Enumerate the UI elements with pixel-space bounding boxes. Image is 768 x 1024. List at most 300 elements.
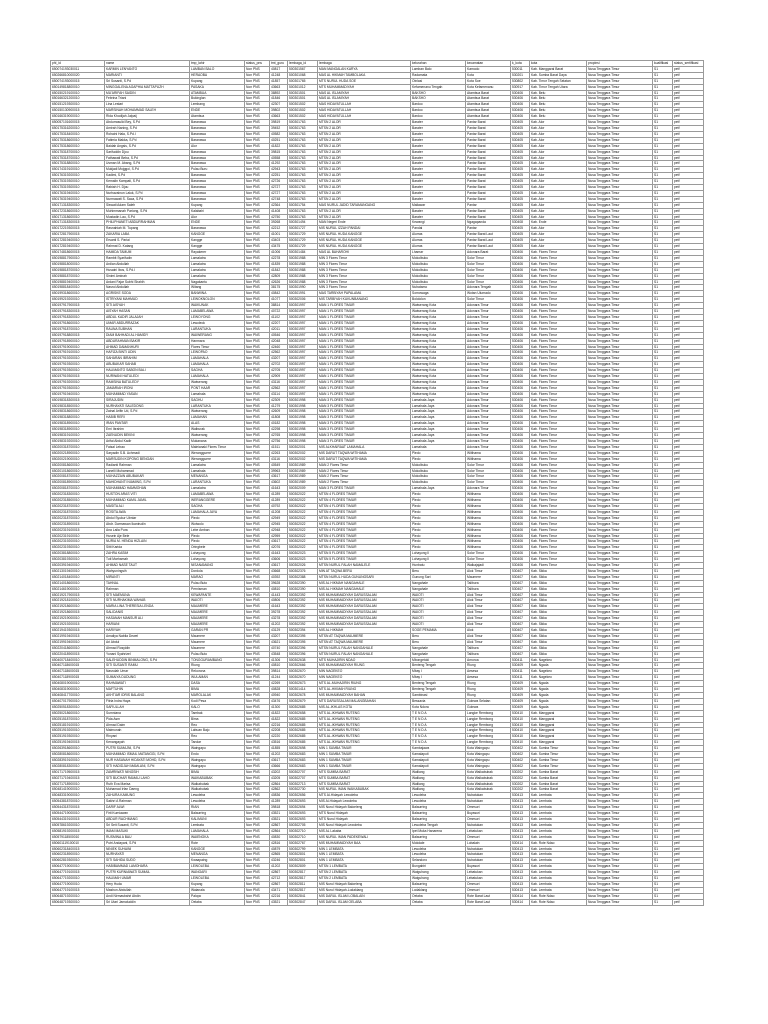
cell-id: 650280818300010	[51, 763, 105, 769]
cell-status: Non PNS	[245, 137, 270, 143]
cell-village: Benteng Tengah	[411, 681, 466, 687]
cell-birthplace: Pledo	[190, 533, 245, 539]
cell-village: Waiwerang Kota	[411, 332, 466, 338]
cell-tmt: 40828	[270, 687, 288, 693]
cell-tmt: 39802	[270, 108, 288, 114]
cell-name: Rahmat D. Katang	[105, 244, 190, 250]
cell-status: Non PNS	[245, 255, 270, 261]
cell-name: PUTRI SUMAJNI, S.Pd	[105, 746, 190, 752]
cell-province: Nusa Tenggara Timur	[587, 533, 653, 539]
cell-province: Nusa Tenggara Timur	[587, 740, 653, 746]
cell-city: Kab. Alor	[530, 167, 587, 173]
cell-status: Non PNS	[245, 409, 270, 415]
cell-province: Nusa Tenggara Timur	[587, 551, 653, 557]
cell-institution: MTSN 2 ALOR	[318, 137, 411, 143]
cell-city: Kab. Flores Timur	[530, 391, 587, 397]
cell-qualification: S1	[653, 167, 673, 173]
cell-city: Kab. Flores Timur	[530, 379, 587, 385]
cell-name: Lanelli Muhammad	[105, 468, 190, 474]
cell-name: Fathawati Beba, S.Pd	[105, 155, 190, 161]
cell-province: Nusa Tenggara Timur	[587, 622, 653, 628]
cell-name: Hery Huda	[105, 881, 190, 887]
cell-name: NURHAYATI	[105, 852, 190, 858]
cell-name: HAMIDA TAMUM	[105, 250, 190, 256]
cell-birthplace: Kodi Pesa	[190, 698, 245, 704]
cell-id: 650544319100015	[51, 817, 105, 823]
cell-id: 650166321200010	[51, 96, 105, 102]
cell-village: T E N D A	[411, 734, 466, 740]
cell-certification: petf	[673, 232, 704, 238]
cell-city-code: 530413	[511, 870, 530, 876]
cell-status: Non PNS	[245, 214, 270, 220]
cell-city-code: 530407	[511, 622, 530, 628]
cell-institution-id: 500301729	[288, 244, 318, 250]
cell-id: 650200818900010	[51, 480, 105, 486]
cell-city-code: 530406	[511, 468, 530, 474]
cell-province: Nusa Tenggara Timur	[587, 805, 653, 811]
cell-id: 650250218600010	[51, 710, 105, 716]
cell-city-code: 530406	[511, 492, 530, 498]
cell-institution: MTS DARUSSALAM MALANGBAHAN	[318, 698, 411, 704]
cell-birthplace: Waingapu	[190, 763, 245, 769]
cell-qualification: S1	[653, 840, 673, 846]
cell-province: Nusa Tenggara Timur	[587, 350, 653, 356]
cell-qualification: S1	[653, 368, 673, 374]
cell-id: 650219419300015	[51, 628, 105, 634]
cell-tmt: 43114	[270, 391, 288, 397]
cell-certification: petf	[673, 125, 704, 131]
cell-institution: MIS NURUL HUDA KANGGE	[318, 238, 411, 244]
cell-province: Nusa Tenggara Timur	[587, 190, 653, 196]
cell-id: 650219218100010	[51, 598, 105, 604]
cell-name: Pida Asm	[105, 716, 190, 722]
cell-institution: MTSN 2 ALOR	[318, 185, 411, 191]
cell-status: Non PNS	[245, 332, 270, 338]
cell-qualification: S1	[653, 350, 673, 356]
cell-name: AHMAD DAMANHURI	[105, 344, 190, 350]
cell-institution-id: 500302022	[288, 492, 318, 498]
cell-institution-id: 500301763	[288, 155, 318, 161]
cell-institution-id: 500302395	[288, 639, 318, 645]
cell-status: Non PNS	[245, 208, 270, 214]
cell-city-code: 530414	[511, 893, 530, 899]
cell-province: Nusa Tenggara Timur	[587, 586, 653, 592]
cell-institution-id: 500302710	[288, 834, 318, 840]
cell-birthplace: Mukanana	[190, 439, 245, 445]
cell-institution: MTSN 2 LEMBATA	[318, 876, 411, 882]
cell-district: Aesesa	[466, 675, 511, 681]
cell-city-code: 530405	[511, 185, 530, 191]
cell-qualification: S1	[653, 876, 673, 882]
cell-id: 650648719200010	[51, 893, 105, 899]
cell-id: 650602819300010	[51, 858, 105, 864]
cell-village: T E N D A	[411, 728, 466, 734]
cell-birthplace: Pledo	[190, 539, 245, 545]
cell-city: Kab. Flores Timur	[530, 338, 587, 344]
cell-city-code: 530407	[511, 616, 530, 622]
cell-birthplace: Nagakantu	[190, 279, 245, 285]
cell-district: Adonara Timur	[466, 350, 511, 356]
cell-certification: petf	[673, 858, 704, 864]
cell-district: Omesuri	[466, 834, 511, 840]
cell-status: Non PNS	[245, 303, 270, 309]
cell-birthplace: Baranawa	[190, 149, 245, 155]
cell-birthplace: LARANTUKA	[190, 326, 245, 332]
cell-name: Ahmad Rosyidin	[105, 645, 190, 651]
cell-qualification: S1	[653, 125, 673, 131]
cell-institution: MIN 1 LEMBATA	[318, 846, 411, 852]
cell-name: Sakhri A Rahman	[105, 799, 190, 805]
cell-name: NURIA M. HENDA HIZLAIN	[105, 539, 190, 545]
cell-tmt: 43617	[270, 563, 288, 569]
cell-certification: petf	[673, 675, 704, 681]
cell-institution: MAS AL ISLAMIYAH	[318, 90, 411, 96]
cell-city: Kab. Sikka	[530, 622, 587, 628]
cell-certification: petf	[673, 580, 704, 586]
cell-institution-id: 500302392	[288, 592, 318, 598]
cell-district: Adonara Timur	[466, 314, 511, 320]
cell-name: Putri Andayani, S.Pd	[105, 840, 190, 846]
cell-name: MASITA ALI	[105, 503, 190, 509]
cell-institution: MIN NAGEKEO	[318, 675, 411, 681]
cell-institution: MTSN 4 FLORES TIMUR	[318, 492, 411, 498]
cell-city-code: 530413	[511, 852, 530, 858]
cell-institution-id: 500302002	[288, 456, 318, 462]
cell-institution-id: 500301502	[288, 108, 318, 114]
cell-city-code: 530406	[511, 96, 530, 102]
cell-district: Lebatukan	[466, 870, 511, 876]
cell-id: 650201018600010	[51, 468, 105, 474]
cell-certification: petf	[673, 698, 704, 704]
cell-status: Non PNS	[245, 297, 270, 303]
cell-id: 650175316200010	[51, 125, 105, 131]
cell-id: 650176319200010	[51, 173, 105, 179]
cell-city-code: 530406	[511, 291, 530, 297]
cell-district: Adonara Timur	[466, 415, 511, 421]
cell-name: HUSTON ARAS VITI	[105, 492, 190, 498]
cell-city-code: 530405	[511, 214, 530, 220]
cell-village: T E N D A	[411, 722, 466, 728]
cell-id: 650202319300010	[51, 545, 105, 551]
cell-district: Witihama	[466, 527, 511, 533]
cell-certification: petf	[673, 645, 704, 651]
cell-name: MU'ARIFAH SAIDIN	[105, 90, 190, 96]
cell-province: Nusa Tenggara Timur	[587, 840, 653, 846]
cell-birthplace: PONT HAAR	[190, 385, 245, 391]
cell-village: Pledo	[411, 515, 466, 521]
cell-birthplace: LAMBAN BALO	[190, 66, 245, 72]
cell-name: Husaini Ibos, S.Pd.I	[105, 267, 190, 273]
cell-certification: petf	[673, 669, 704, 675]
cell-district: Pantar Barat	[466, 149, 511, 155]
cell-village: Waiwerang Kota	[411, 368, 466, 374]
cell-city: Kab. Flores Timur	[530, 291, 587, 297]
cell-district: Kota Waingapu	[466, 752, 511, 758]
cell-city: Kab. Flores Timur	[530, 480, 587, 486]
cell-village: Barater	[411, 149, 466, 155]
cell-village: T E N D A	[411, 716, 466, 722]
cell-institution: MAS AL BAHAROHI	[318, 250, 411, 256]
cell-institution: MAN 1 FLORES TIMUR	[318, 385, 411, 391]
cell-village: Oelaba	[411, 893, 466, 899]
cell-district: Adonara Timur	[466, 397, 511, 403]
cell-city-code: 530406	[511, 279, 530, 285]
cell-city-code: 530413	[511, 846, 530, 852]
cell-name: Ersanti S. Pariai	[105, 238, 190, 244]
column-header-village: kelurahan	[411, 61, 466, 67]
cell-province: Nusa Tenggara Timur	[587, 580, 653, 586]
cell-province: Nusa Tenggara Timur	[587, 598, 653, 604]
cell-city: Kab. Flores Timur	[530, 267, 587, 273]
cell-id: 650175318800010	[51, 161, 105, 167]
cell-birthplace: Baranawa	[190, 185, 245, 191]
cell-id: 650214018400010	[51, 574, 105, 580]
cell-village: Mokolbuku	[411, 480, 466, 486]
cell-name: Rahman	[105, 586, 190, 592]
cell-institution: MAN 1 FLORES TIMUR	[318, 314, 411, 320]
cell-city: Kab. Sikka	[530, 628, 587, 634]
cell-qualification: S1	[653, 557, 673, 563]
cell-city-code: 530405	[511, 167, 530, 173]
cell-certification: petf	[673, 781, 704, 787]
cell-institution-id: 500302679	[288, 698, 318, 704]
cell-qualification: S1	[653, 704, 673, 710]
cell-status: Non PNS	[245, 279, 270, 285]
cell-id: 650175318600010	[51, 143, 105, 149]
cell-status: Non PNS	[245, 604, 270, 610]
cell-name: Mashun Abdullah	[105, 887, 190, 893]
cell-birthplace: Baranawa	[190, 226, 245, 232]
cell-name: Abdr. Darmawan Ikanirudin	[105, 521, 190, 527]
cell-village: Waiwerang Kota	[411, 309, 466, 315]
cell-qualification: S1	[653, 374, 673, 380]
cell-village: Wailiang	[411, 787, 466, 793]
cell-name: HARIANI	[105, 622, 190, 628]
cell-name: SAHARAN IBRAHIM	[105, 356, 190, 362]
cell-city: Kab. Flores Timur	[530, 527, 587, 533]
cell-certification: petf	[673, 663, 704, 669]
cell-certification: petf	[673, 498, 704, 504]
cell-province: Nusa Tenggara Timur	[587, 202, 653, 208]
cell-qualification: S1	[653, 651, 673, 657]
cell-city-code: 530406	[511, 450, 530, 456]
cell-city: Kab. Flores Timur	[530, 551, 587, 557]
cell-province: Nusa Tenggara Timur	[587, 185, 653, 191]
cell-status: Non PNS	[245, 250, 270, 256]
cell-province: Nusa Tenggara Timur	[587, 899, 653, 905]
cell-status: Non PNS	[245, 108, 270, 114]
cell-certification: petf	[673, 167, 704, 173]
cell-city: Kab. Flores Timur	[530, 385, 587, 391]
cell-institution: MTSN 2 ALOR	[318, 214, 411, 220]
cell-city-code: 530409	[511, 704, 530, 710]
cell-province: Nusa Tenggara Timur	[587, 681, 653, 687]
cell-city: Kab. Rote Ndao	[530, 899, 587, 905]
cell-city: Kab. Sikka	[530, 639, 587, 645]
cell-tmt: 40806	[270, 598, 288, 604]
cell-institution-id: 500302395	[288, 633, 318, 639]
cell-birthplace: LAMAHALA JAYA	[190, 509, 245, 515]
cell-certification: petf	[673, 557, 704, 563]
cell-district: Solor Timur	[466, 279, 511, 285]
cell-city: Kab. Flores Timur	[530, 350, 587, 356]
cell-certification: petf	[673, 651, 704, 657]
cell-city: Kab. Lembata	[530, 852, 587, 858]
cell-name: HABIBAMMAD LAMOHARA	[105, 864, 190, 870]
cell-city: Kab. Alor	[530, 120, 587, 126]
cell-certification: petf	[673, 716, 704, 722]
cell-city-code: 530406	[511, 108, 530, 114]
cell-city-code: 530410	[511, 740, 530, 746]
cell-city-code: 530406	[511, 338, 530, 344]
cell-district: Adonara Timur	[466, 409, 511, 415]
cell-city-code: 530405	[511, 125, 530, 131]
cell-certification: petf	[673, 551, 704, 557]
cell-certification: petf	[673, 244, 704, 250]
cell-district: Alok Timur	[466, 639, 511, 645]
cell-city-code: 530413	[511, 805, 530, 811]
cell-district: Alok Timur	[466, 610, 511, 616]
cell-qualification: S1	[653, 598, 673, 604]
cell-name: Rohaini Hala, S.Pd.I	[105, 131, 190, 137]
cell-id: 650175318700010	[51, 149, 105, 155]
cell-institution-id: 500301729	[288, 232, 318, 238]
cell-id: 650198818700010	[51, 267, 105, 273]
cell-qualification: S1	[653, 279, 673, 285]
cell-status: Non PNS	[245, 592, 270, 598]
cell-district: Langke Rembong	[466, 722, 511, 728]
cell-certification: petf	[673, 391, 704, 397]
cell-id: 650175319300010	[51, 179, 105, 185]
cell-city-code: 530406	[511, 362, 530, 368]
cell-province: Nusa Tenggara Timur	[587, 651, 653, 657]
cell-city-code: 530405	[511, 149, 530, 155]
cell-city: Kab. Flores Timur	[530, 444, 587, 450]
cell-city: Kab. Alor	[530, 238, 587, 244]
cell-tmt: 42269	[270, 681, 288, 687]
cell-city: Kab. Flores Timur	[530, 521, 587, 527]
cell-city: Kab. Alor	[530, 185, 587, 191]
cell-city: Kab. Alor	[530, 202, 587, 208]
cell-id: 650200818600010	[51, 462, 105, 468]
cell-institution-id: 500302817	[288, 870, 318, 876]
cell-status: Non PNS	[245, 474, 270, 480]
cell-village: Radamata	[411, 72, 466, 78]
cell-province: Nusa Tenggara Timur	[587, 433, 653, 439]
cell-institution: MIN 3 Flores Timur	[318, 279, 411, 285]
cell-qualification: S1	[653, 226, 673, 232]
cell-province: Nusa Tenggara Timur	[587, 722, 653, 728]
cell-institution: MTSN 2 ALOR	[318, 143, 411, 149]
cell-district: Alok Timur	[466, 568, 511, 574]
cell-name: SITI HADIDJAH MAMLANI, S.Pd	[105, 763, 190, 769]
cell-institution-id: 500302809	[288, 864, 318, 870]
cell-city-code: 530405	[511, 202, 530, 208]
cell-city-code: 530405	[511, 226, 530, 232]
cell-district: Adonara Timur	[466, 326, 511, 332]
cell-city: Kab. Flores Timur	[530, 409, 587, 415]
cell-status: Non PNS	[245, 586, 270, 592]
cell-district: Talibura	[466, 580, 511, 586]
cell-city-code: 530413	[511, 828, 530, 834]
cell-district: Nubatukan	[466, 852, 511, 858]
cell-status: Non PNS	[245, 574, 270, 580]
cell-tmt: 42867	[270, 822, 288, 828]
cell-district: Alok Timur	[466, 622, 511, 628]
cell-city: Kab. Manggarai	[530, 722, 587, 728]
cell-qualification: S1	[653, 320, 673, 326]
cell-name: Ari Abdul	[105, 639, 190, 645]
cell-qualification: S1	[653, 805, 673, 811]
cell-birthplace: Pulau Buto	[190, 651, 245, 657]
cell-institution-id: 500302707	[288, 775, 318, 781]
cell-id: 650202318700010	[51, 503, 105, 509]
cell-institution: MIS Al-Hidayah Lewoleba	[318, 799, 411, 805]
cell-status: Non PNS	[245, 196, 270, 202]
cell-id: 650602318900010	[51, 852, 105, 858]
cell-institution-id: 500302396	[288, 651, 318, 657]
cell-province: Nusa Tenggara Timur	[587, 415, 653, 421]
cell-certification: petf	[673, 338, 704, 344]
cell-id: 650200218900010	[51, 450, 105, 456]
cell-id: 650199318600010	[51, 291, 105, 297]
cell-status: Non PNS	[245, 539, 270, 545]
cell-district: Solor Timur	[466, 261, 511, 267]
cell-city-code: 530406	[511, 326, 530, 332]
cell-institution-id: 500301997	[288, 368, 318, 374]
cell-village: Nangahale	[411, 580, 466, 586]
cell-status: Non PNS	[245, 846, 270, 852]
cell-status: Non PNS	[245, 805, 270, 811]
cell-institution: MIS MUHAMMADIYAH DARUSSALAM	[318, 622, 411, 628]
cell-institution-id: 500301997	[288, 362, 318, 368]
cell-tmt: 41306	[270, 657, 288, 663]
cell-city-code: 530407	[511, 610, 530, 616]
cell-tmt: 41279	[270, 403, 288, 409]
cell-id: 650214018600010	[51, 580, 105, 586]
cell-institution: MTSN 2 ALOR	[318, 125, 411, 131]
cell-qualification: S1	[653, 545, 673, 551]
cell-id: 650578619200010	[51, 822, 105, 828]
cell-qualification: S1	[653, 498, 673, 504]
cell-village: Beru	[411, 633, 466, 639]
cell-institution-id: 500302685	[288, 740, 318, 746]
cell-name: Nurmawati S. Saca, S.Pd	[105, 196, 190, 202]
cell-institution-id: 500301990	[288, 285, 318, 291]
cell-qualification: S1	[653, 238, 673, 244]
cell-certification: petf	[673, 250, 704, 256]
cell-tmt: 42702	[270, 362, 288, 368]
cell-city-code: 530413	[511, 864, 530, 870]
cell-name: SITI SUSANTI RAMU	[105, 663, 190, 669]
cell-district: Pantar Barat	[466, 120, 511, 126]
cell-city: Kab. Flores Timur	[530, 468, 587, 474]
cell-birthplace: Pernisman	[190, 586, 245, 592]
cell-province: Nusa Tenggara Timur	[587, 509, 653, 515]
cell-institution: MTSN 4 FLORES TIMUR	[318, 533, 411, 539]
cell-city-code: 530406	[511, 285, 530, 291]
cell-institution-id: 500301763	[288, 143, 318, 149]
cell-status: Non PNS	[245, 887, 270, 893]
cell-tmt: 42712	[270, 876, 288, 882]
cell-institution-id: 500302683	[288, 757, 318, 763]
cell-district: Adonara Timur	[466, 427, 511, 433]
cell-id: 650647719000010	[51, 864, 105, 870]
cell-institution: MIS Nurul Hidayah-Lodaklang	[318, 887, 411, 893]
cell-status: Non PNS	[245, 232, 270, 238]
cell-institution-id: 500302698	[288, 746, 318, 752]
cell-city: Kab. Manggarai Barat	[530, 66, 587, 72]
